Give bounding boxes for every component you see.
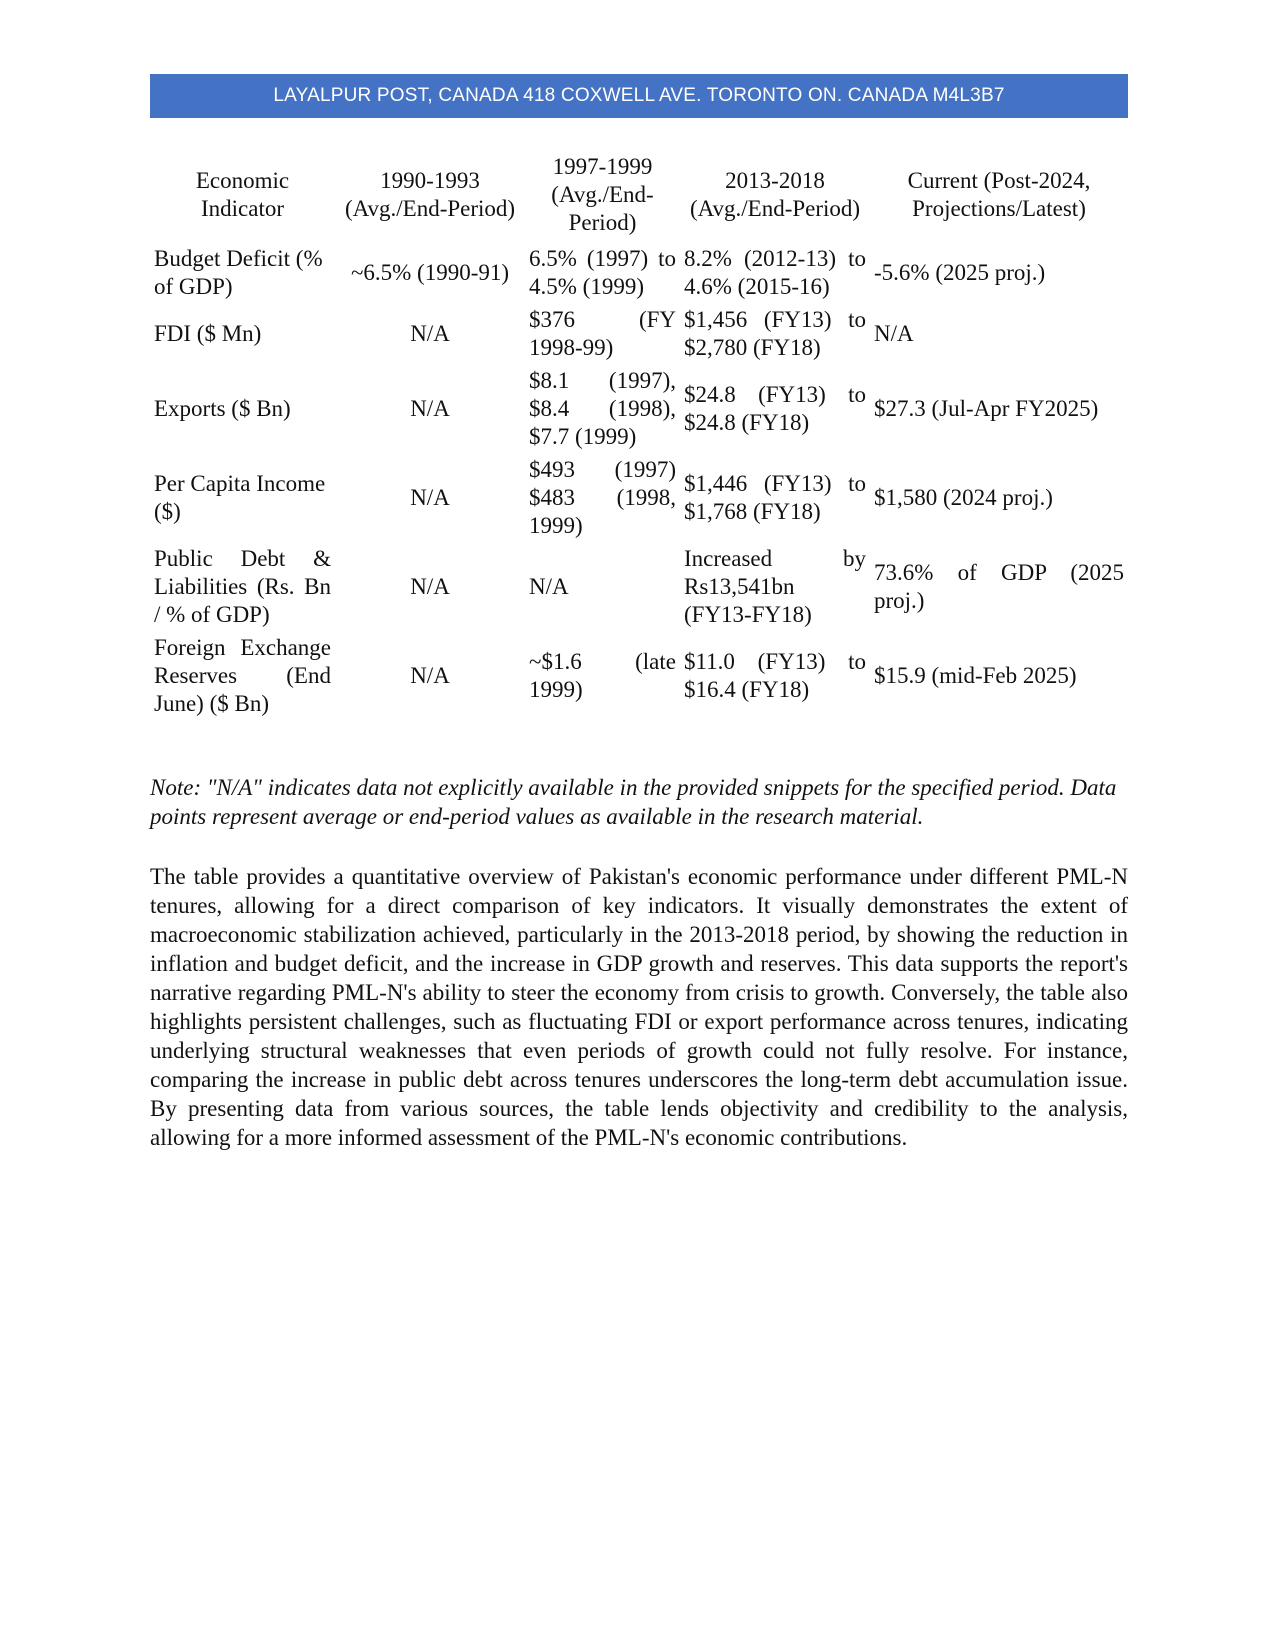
indicator-cell: Public Debt & Liabilities (Rs. Bn / % of GDP)	[154, 546, 331, 627]
table-header-row	[150, 153, 1128, 243]
data-cell: $15.9 (mid-Feb 2025)	[874, 663, 1077, 688]
indicator-cell: Foreign Exchange Reserves (End June) ($ Bn)	[154, 635, 331, 716]
data-cell: $1,580 (2024 proj.)	[874, 485, 1053, 510]
indicator-cell: Budget Deficit (% of GDP)	[154, 246, 323, 299]
indicator-cell: Exports ($ Bn)	[154, 396, 291, 421]
header-1997-1999: 1997-1999 (Avg./End-Period)	[551, 154, 654, 235]
table-row	[150, 304, 1128, 365]
data-cell: $24.8 (FY13) to $24.8 (FY18)	[684, 382, 866, 435]
data-cell: Increased by Rs13,541bn (FY13-FY18)	[684, 546, 866, 627]
data-cell: N/A	[410, 396, 450, 421]
indicator-cell: FDI ($ Mn)	[154, 321, 262, 346]
data-cell: N/A	[410, 321, 450, 346]
table-row	[150, 365, 1128, 454]
table-row	[150, 543, 1128, 632]
data-cell: $1,446 (FY13) to $1,768 (FY18)	[684, 471, 866, 524]
indicator-cell: Per Capita Income ($)	[154, 471, 326, 524]
data-cell: $1,456 (FY13) to $2,780 (FY18)	[684, 307, 866, 360]
table-row	[150, 632, 1128, 721]
data-cell: N/A	[874, 321, 914, 346]
data-cell: $376 (FY 1998-99)	[529, 307, 676, 360]
body-paragraph: The table provides a quantitative overview of Pakistan's economic performance under different PML-N tenures, allowing for a direct comparison of key indicators. It visually demonstrates the extent of macroeconomic stabilization achieved, particularly in the 2013-2018 period, by showing the reduction in inflation and budget deficit, and the increase in GDP growth and reserves. This data supports the report's narrative regarding PML-N's ability to steer the economy from crisis to growth. Conversely, the table also highlights persistent challenges, such as fluctuating FDI or export performance across tenures, indicating underlying structural weaknesses that even periods of growth could not fully resolve. For instance, comparing the increase in public debt across tenures underscores the long-term debt accumulation issue. By presenting data from various sources, the table lends objectivity and credibility to the analysis, allowing for a more informed assessment of the PML-N's economic contributions.	[150, 864, 1128, 1150]
data-cell: 6.5% (1997) to 4.5% (1999)	[529, 246, 676, 299]
data-cell: $11.0 (FY13) to $16.4 (FY18)	[684, 649, 866, 702]
header-banner: LAYALPUR POST, CANADA 418 COXWELL AVE. TORONTO ON. CANADA M4L3B7	[150, 74, 1128, 118]
header-2013-2018: 2013-2018 (Avg./End-Period)	[689, 168, 861, 221]
data-cell: 73.6% of GDP (2025 proj.)	[874, 560, 1124, 613]
data-cell: N/A	[410, 663, 450, 688]
data-cell: $27.3 (Jul-Apr FY2025)	[874, 396, 1099, 421]
data-cell: -5.6% (2025 proj.)	[874, 260, 1046, 285]
table-note: Note: "N/A" indicates data not explicitly available in the provided snippets for the specified period. Data points represent average or end-period values as available in the research material.	[150, 775, 1117, 829]
table-row	[150, 454, 1128, 543]
data-cell: N/A	[410, 485, 450, 510]
header-1990-1993: 1990-1993 (Avg./End-Period)	[344, 168, 516, 221]
data-cell: ~6.5% (1990-91)	[350, 260, 510, 285]
data-cell: $8.1 (1997), $8.4 (1998), $7.7 (1999)	[529, 368, 676, 449]
data-cell: $493 (1997) $483 (1998, 1999)	[529, 457, 676, 538]
header-current: Current (Post-2024, Projections/Latest)	[907, 168, 1091, 221]
data-cell: N/A	[410, 574, 450, 599]
header-economic-indicator: Economic Indicator	[195, 168, 290, 221]
economic-indicators-table	[150, 153, 1128, 721]
data-cell: N/A	[529, 574, 569, 599]
data-cell: ~$1.6 (late 1999)	[529, 649, 676, 702]
table-row	[150, 243, 1128, 304]
data-cell: 8.2% (2012-13) to 4.6% (2015-16)	[684, 246, 866, 299]
